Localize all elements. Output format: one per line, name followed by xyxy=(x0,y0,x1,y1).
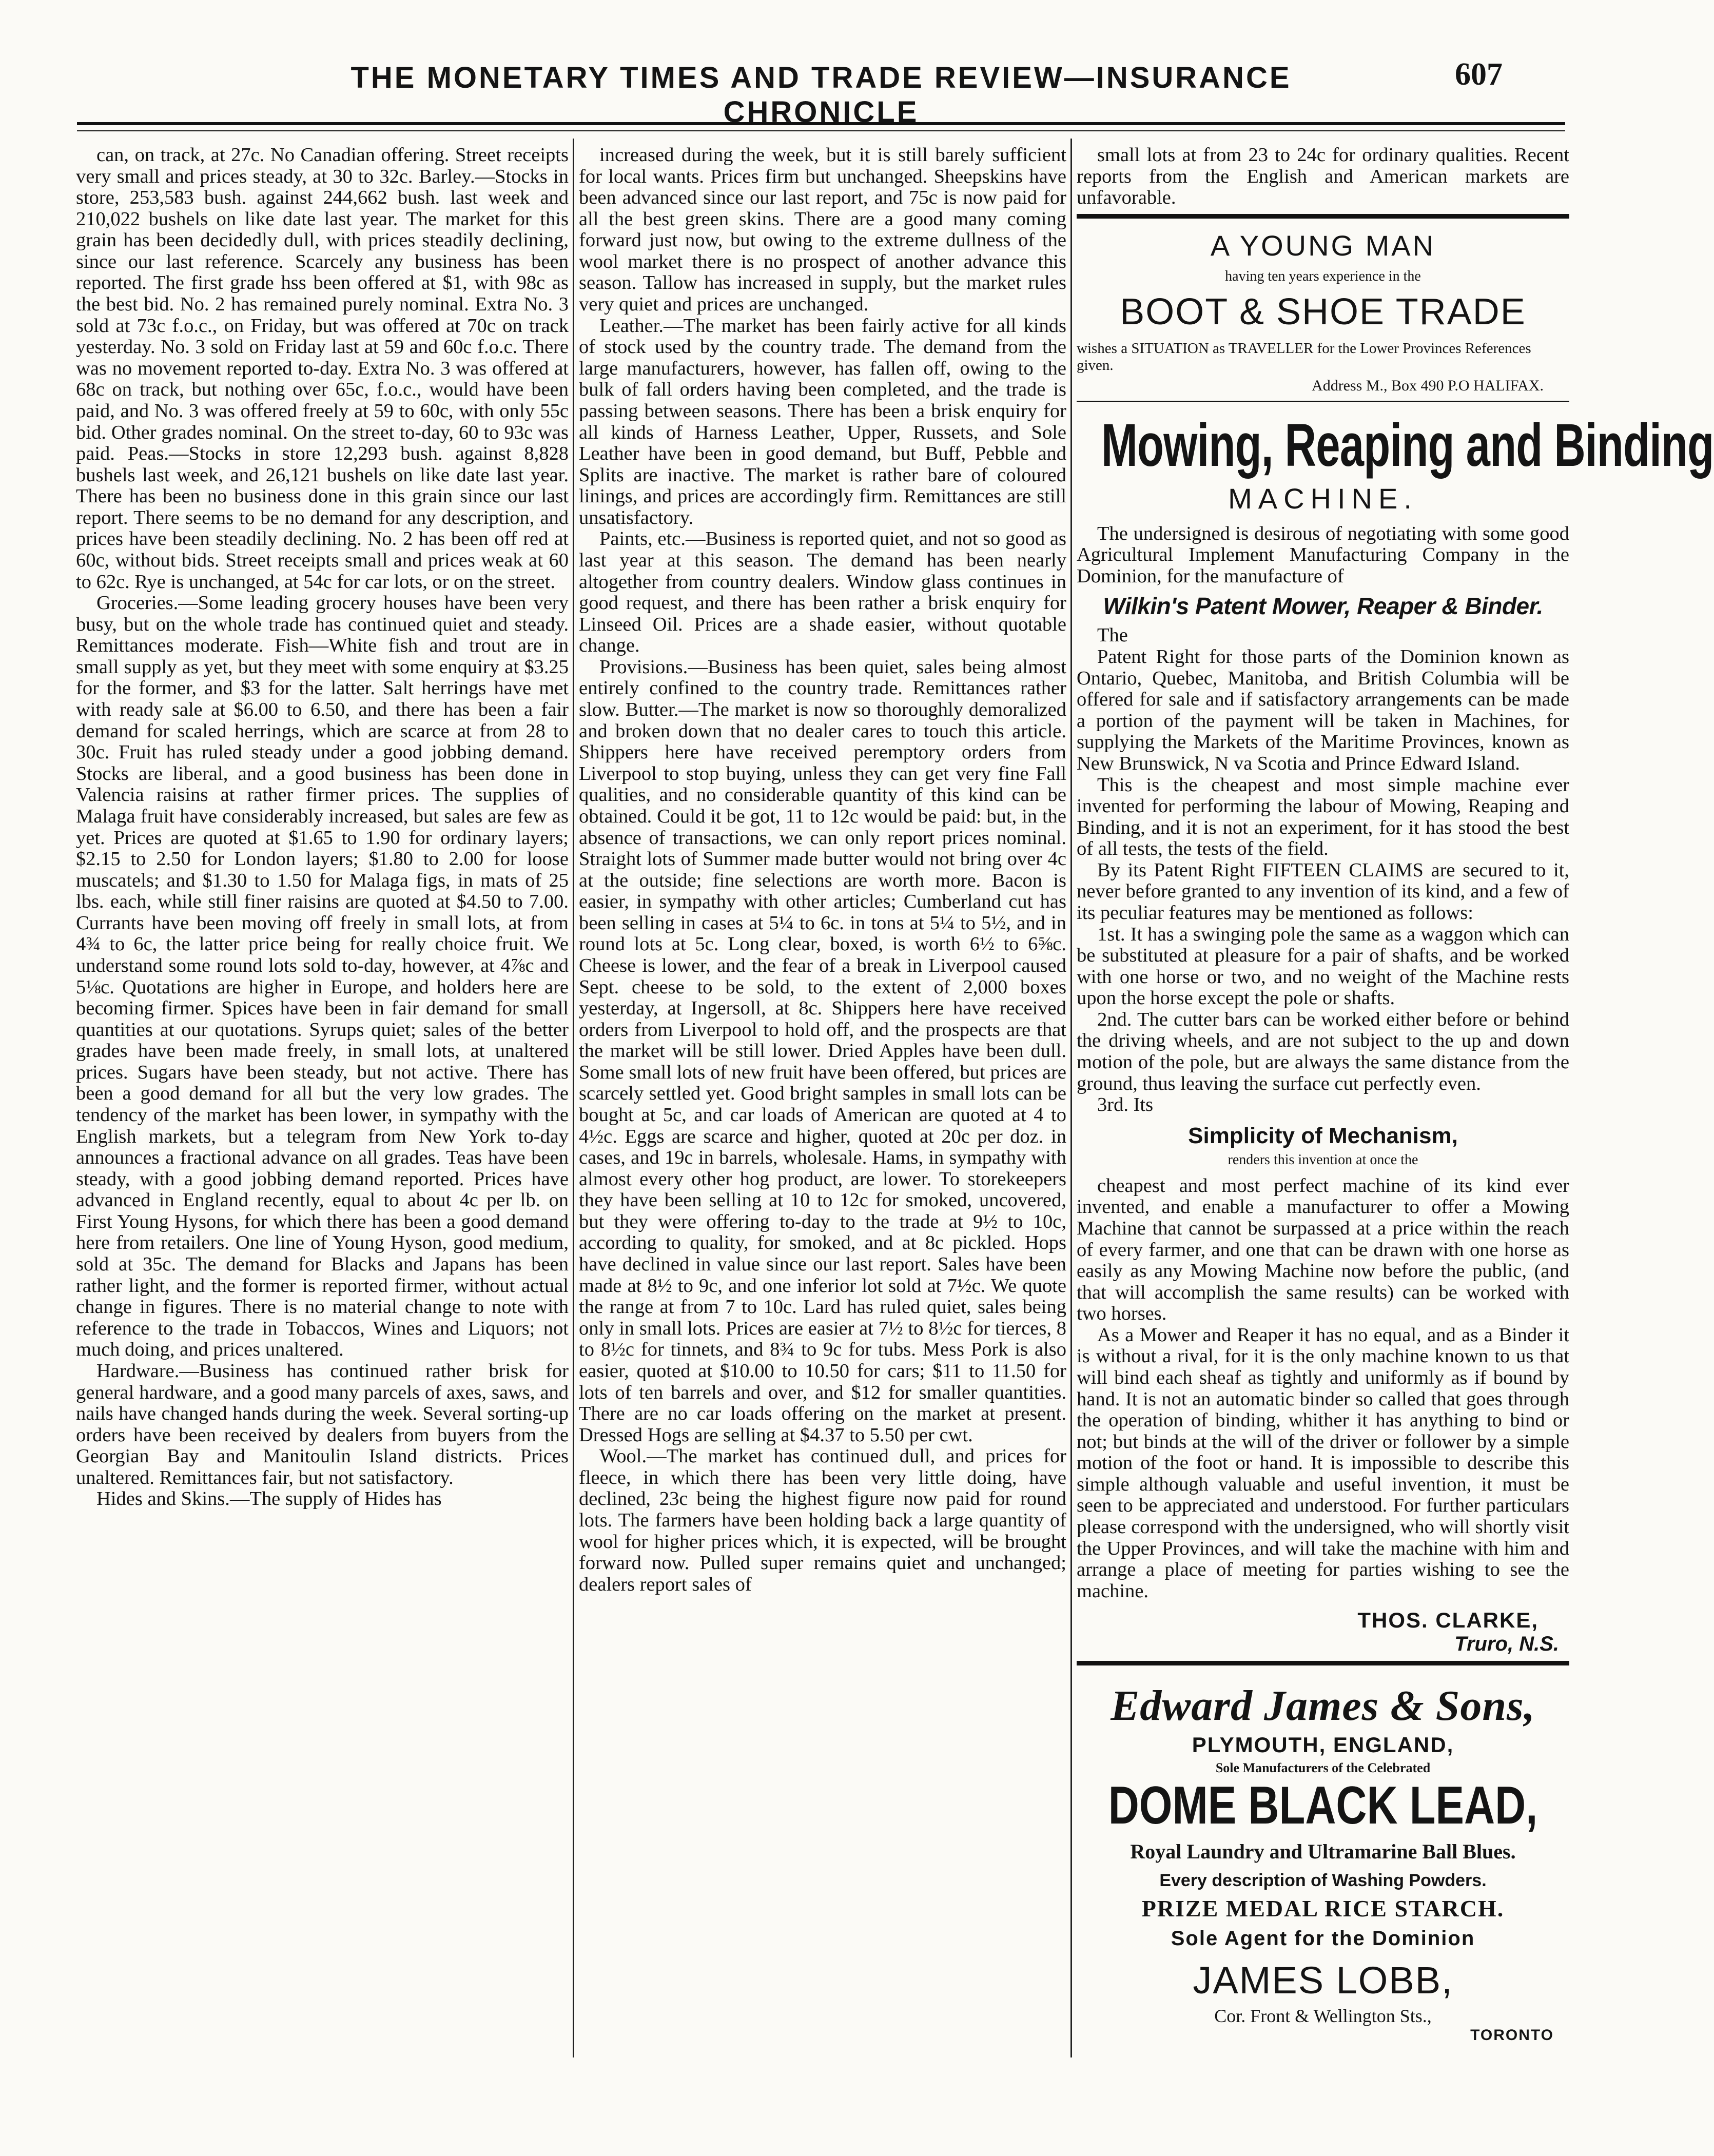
paints-paragraph: Paints, etc.—Business is reported quiet, and not so good as last year at this season. The demand has been nearly altogether from country dealers. Window glass continues in good request, and there has been rather a brisk enquiry for Linseed Oil. Prices are a shade easier, without quotable change. xyxy=(579,528,1066,657)
ad-blues: Royal Laundry and Ultramarine Ball Blues. xyxy=(1130,1840,1516,1864)
ad-agent-address: Cor. Front & Wellington Sts., xyxy=(1214,2006,1432,2027)
ad-wishes: wishes a SITUATION as TRAVELLER for the Lower Provinces References given. xyxy=(1077,340,1531,374)
header-rule xyxy=(77,122,1565,131)
ad-title: A YOUNG MAN xyxy=(1210,229,1436,262)
ad-agent: Sole Agent for the Dominion xyxy=(1171,1927,1475,1950)
wool-continued-paragraph: small lots at from 23 to 24c for ordinary qualities. Recent reports from the English and American markets are unfavorable. xyxy=(1077,144,1569,209)
black-lead-advertisement xyxy=(1077,1681,1569,2044)
ad-address: Address M., Box 490 P.O HALIFAX. xyxy=(1312,377,1544,394)
ad-experience: having ten years experience in the xyxy=(1225,268,1421,284)
ad-place: Truro, N.S. xyxy=(1454,1633,1559,1656)
ad-agent-name: JAMES LOBB, xyxy=(1193,1959,1453,2002)
hardware-paragraph: Hardware.—Business has continued rather brisk for general hardware, and a good many parcels of axes, saws, and nails have changed hands during the week. Several sorting-up orders have been received by dealers from buyers from the Georgian Bay and Manitoulin Island districts. Prices unaltered. Remittances fair, but not satisfactory. xyxy=(76,1360,569,1488)
column-2 xyxy=(579,145,1066,2074)
ad-intro: The undersigned is desirous of negotiating with some good Agricultural Implement Manufacturing Company in the Dominion, for the manufacture of xyxy=(1077,522,1569,587)
column-1 xyxy=(76,145,569,2074)
ad-cheapest-best: cheapest and most perfect machine of its kind ever invented, and enable a manufacturer to offer a Mowing Machine that cannot be surpassed at a price within the reach of every farmer, and one that can be drawn with one horse as easily as any Mowing Machine now before the public, (and that will accomplish the same results) can be worked with two horses. xyxy=(1077,1174,1569,1325)
groceries-paragraph: Groceries.—Some leading grocery houses have been very busy, but on the whole trade has continued quiet and steady. Remittances moderate. Fish—White fish and trout are in small supply as yet, but they meet with some enquiry at $3.25 for the former, and $3 for the latter. Salt herrings have met with ready sale at $6.00 to 6.50, and there has been a fair demand for scaled herrings, which are scarce at from 28 to 30c. Fruit has ruled steady under a good jobbing demand. Stocks are liberal, and a good business has been done in Valencia raisins at rather firmer prices. The supplies of Malaga fruit have considerably increased, but sales are few as yet. Prices are quoted at $1.65 to 1.90 for ordinary layers; $2.15 to 2.50 for London layers; $1.80 to 2.00 for loose muscatels; and $1.30 to 1.50 for Malaga figs, in mats of 25 lbs. each, while still finer raisins are quoted at $4.50 to 7.00. Currants have been moving off freely in small lots, at from 4¾ to 6c, the latter price being for really choice fruit. We understand some round lots sold to-day, however, at 4⅞c and 5⅛c. Quotations are higher in Europe, and holders here are becoming firmer. Spices have been in fair demand for small quantities at our quotations. Syrups quiet; sales of the better grades have been made freely, in small lots, at unaltered prices. Sugars have been steady, but not active. There has been a good demand for all but the very low grades. The tendency of the market has been lower, in sympathy with the English markets, but a telegram from New York to-day announces a fractional advance on all grades. Teas have been steady, with a good jobbing demand reported. Prices have advanced in England recently, equal to about 4c per lb. on First Young Hysons, for which there has been a good demand here from retailers. One line of Young Hyson, good medium, sold at 35c. The demand for Blacks and Japans has been rather light, and the former is reported firmer, without actual change in figures. There is no material change to note with reference to the trade in Tobaccos, Wines and Liquors; not much doing, and prices unaltered. xyxy=(76,592,569,1361)
ad-washing: Every description of Washing Powders. xyxy=(1159,1871,1487,1891)
section-rule xyxy=(1077,214,1569,219)
provisions-paragraph: Provisions.—Business has been quiet, sales being almost entirely confined to the country trade. Remittances rather slow. Butter.—The market is now so thoroughly demoralized and broken down that no dealer cares to touch this article. Shippers here have received peremptory orders from Liverpool to stop buying, unless they can get very fine Fall qualities, and no considerable quantity of this kind can be obtained. Could it be got, 11 to 12c would be paid: but, in the absence of transactions, we can only report prices nominal. Straight lots of Summer made butter would not bring over 4c at the outside; fine selections are worth more. Bacon is easier, in sympathy with other articles; Cumberland cut has been selling in cases at 5¼ to 6c. in tons at 5¼ to 5½, and in round lots at 5c. Long clear, boxed, is worth 6½ to 6⅝c. Cheese is lower, and the fear of a break in Liverpool caused Sept. cheese to be sold, to the extent of 2,000 boxes yesterday, at Ingersoll, at 8c. Shippers here have received orders from Liverpool to hold off, and the prospects are that the market will be still lower. Dried Apples have been dull. Some small lots of new fruit have been offered, but prices are scarcely settled yet. Good bright samples in small lots can be bought at 5c, and car loads of American are quoted at 4 to 4½c. Eggs are scarce and higher, quoted at 20c per doz. in cases, and 19c in barrels, wholesale. Hams, in sympathy with almost every other hog product, are lower. To storekeepers they have been selling at 10 to 12c for smoked, uncovered, but they were offering to-day to the trade at 9½ to 10c, according to quality, for smoked, and at 8c pickled. Hops have declined in value since our last report. Sales have been made at 8½ to 9c, and one inferior lot sold at 7½c. We quote the range at from 7 to 10c. Lard has ruled quiet, sales being only in small lots. Prices are easier at 7½ to 8½c for tierces, 8 to 8½c for tinnets, and 8¾ to 9c for tubs. Mess Pork is also easier, quoted at $10.00 to 10.50 for cars; $11 to 11.50 for lots of ten barrels and over, and $12 for smaller quantities. There are no car loads offering on the market at present. Dressed Hogs are selling at $4.37 to 5.50 per cwt. xyxy=(579,656,1066,1446)
leather-paragraph: Leather.—The market has been fairly active for all kinds of stock used by the country trade. The demand from the large manufacturers, however, has fallen off, owing to the bulk of fall orders having been completed, and the trade is passing between seasons. There has been a brisk enquiry for all kinds of Harness Leather, Upper, Russets, and Sole Leather have been in good demand, but Buff, Pebble and Splits are inactive. The market is rather bare of coloured linings, and prices are accordingly firm. Remittances are still unsatisfactory. xyxy=(579,315,1066,528)
ad-signature: THOS. CLARKE, xyxy=(1357,1608,1538,1633)
ad-cheapest: This is the cheapest and most simple machine ever invented for performing the labour of Mowing, Reaping and Binding, and it is not an experiment, for it has stood the best of all tests, the tests of the field. xyxy=(1077,774,1569,860)
ad-sole: Sole Manufacturers of the Celebrated xyxy=(1215,1760,1431,1776)
ad-headline: Mowing, Reaping and Binding xyxy=(1101,411,1714,479)
ad-first-claim: 1st. It has a swinging pole the same as a waggon which can be substituted at pleasure for a pair of shafts, and be worked with one horse or two, and no weight of the Machine rests upon the horse except the pole or shafts. xyxy=(1077,923,1569,1009)
ad-agent-city: TORONTO xyxy=(1470,2027,1554,2044)
page-number: 607 xyxy=(1455,57,1503,92)
ad-machine: MACHINE. xyxy=(1228,482,1418,515)
wool-paragraph: Wool.—The market has continued dull, and prices for fleece, in which there has been very little doing, have declined, 23c being the highest figure now paid for round lots. The farmers have been holding back a large quantity of wool for higher prices which, it is expected, will be brought forward now. Pulled super remains quiet and unchanged; dealers report sales of xyxy=(579,1445,1066,1595)
ad-product: Wilkin's Patent Mower, Reaper & Binder. xyxy=(1103,593,1543,620)
ad-second-claim: 2nd. The cutter bars can be worked either before or behind the driving wheels, and are not subject to the up and down motion of the pole, but are always the same distance from the ground, thus leaving the surface cut perfectly even. xyxy=(1077,1008,1569,1094)
ad-black-lead: DOME BLACK LEAD, xyxy=(1108,1776,1538,1836)
ad-as-mower: As a Mower and Reaper it has no equal, and as a Binder it is without a rival, for it is the only machine known to us that will bind each sheaf as tightly and uniformly as if bound by hand. It is not an automatic binder so called that goes through the operation of binding, whither it has anything to bind or not; but binds at the will of the driver or follower by a simple motion of the foot or hand. It is impossible to describe this simple although valuable and useful invention, it must be seen to be appreciated and understood. For further particulars please correspond with the undersigned, who will shortly visit the Upper Provinces, and will take the machine with him and arrange a place of meeting for parties wishing to see the machine. xyxy=(1077,1324,1569,1602)
young-man-advertisement xyxy=(1077,229,1569,395)
hides-continued-paragraph: increased during the week, but it is still barely sufficient for local wants. Prices firm but unchanged. Sheepskins have been advanced since our last report, and 75c is now paid for all the best green skins. There are a good many coming forward just now, but owing to the extreme dullness of the wool market there is no prospect of another advance this season. Tallow has increased in supply, but the market rules very quiet and prices are unchanged. xyxy=(579,144,1066,316)
ad-rule xyxy=(1077,401,1569,402)
ad-simplicity: Simplicity of Mechanism, xyxy=(1188,1123,1458,1148)
ad-firm-place: PLYMOUTH, ENGLAND, xyxy=(1192,1733,1454,1757)
ad-rule-2 xyxy=(1077,1661,1569,1665)
ad-third-claim: 3rd. Its xyxy=(1097,1094,1154,1116)
hides-paragraph: Hides and Skins.—The supply of Hides has xyxy=(96,1488,442,1510)
column-3 xyxy=(1077,144,1714,2074)
column-rule-1 xyxy=(573,139,574,2057)
ad-renders: renders this invention at once the xyxy=(1228,1151,1418,1168)
ad-starch: PRIZE MEDAL RICE STARCH. xyxy=(1141,1895,1505,1922)
ad-trade: BOOT & SHOE TRADE xyxy=(1120,291,1526,332)
ad-the: The xyxy=(1097,624,1128,646)
column-rule-2 xyxy=(1070,139,1072,2057)
grain-paragraph: can, on track, at 27c. No Canadian offering. Street receipts very small and prices steady, at 30 to 32c. Barley.—Stocks in store, 253,583 bush. against 244,662 bush. last week and 210,022 bushels on like date last year. The market for this grain has been decidedly dull, with prices steadily declining, since our last reference. Scarcely any business has been reported. The first grade hss been offered at $1, with 98c as the best bid. No. 2 has remained purely nominal. Extra No. 3 sold at 73c f.o.c., on Friday, but was offered at 70c on track yesterday. No. 3 sold on Friday last at 59 and 60c f.o.c. There was no movement reported to-day. Extra No. 3 was offered at 68c on track, but nothing over 65c, f.o.c., would have been paid, and No. 3 was offered freely at 59 to 60c, with only 55c bid. Other grades nominal. On the street to-day, 60 to 93c was paid. Peas.—Stocks in store 12,293 bush. against 8,828 bushels last week, and 26,121 bushels on like date last year. There has been no business done in this grain since our last report. There seems to be no demand for any description, and prices have been steadily declining. No. 2 has been off red at 60c, without bids. Street receipts small and prices weak at 60 to 62c. Rye is unchanged, at 54c for car lots, or on the street. xyxy=(76,144,569,593)
ad-patent: Patent Right for those parts of the Dominion known as Ontario, Quebec, Manitoba, and British Columbia will be offered for sale and if satisfactory arrangements can be made a portion of the payment will be taken in Machines, for supplying the Markets of the Maritime Provinces, known as New Brunswick, N va Scotia and Prince Edward Island. xyxy=(1077,646,1569,774)
mowing-machine-advertisement xyxy=(1077,411,1714,1656)
ad-claims: By its Patent Right FIFTEEN CLAIMS are secured to it, never before granted to any invention of its kind, and a few of its peculiar features may be mentioned as follows: xyxy=(1077,859,1569,924)
running-head: THE MONETARY TIMES AND TRADE REVIEW—INSURANCE CHRONICLE xyxy=(350,61,1292,129)
ad-firm: Edward James & Sons, xyxy=(1111,1682,1535,1730)
